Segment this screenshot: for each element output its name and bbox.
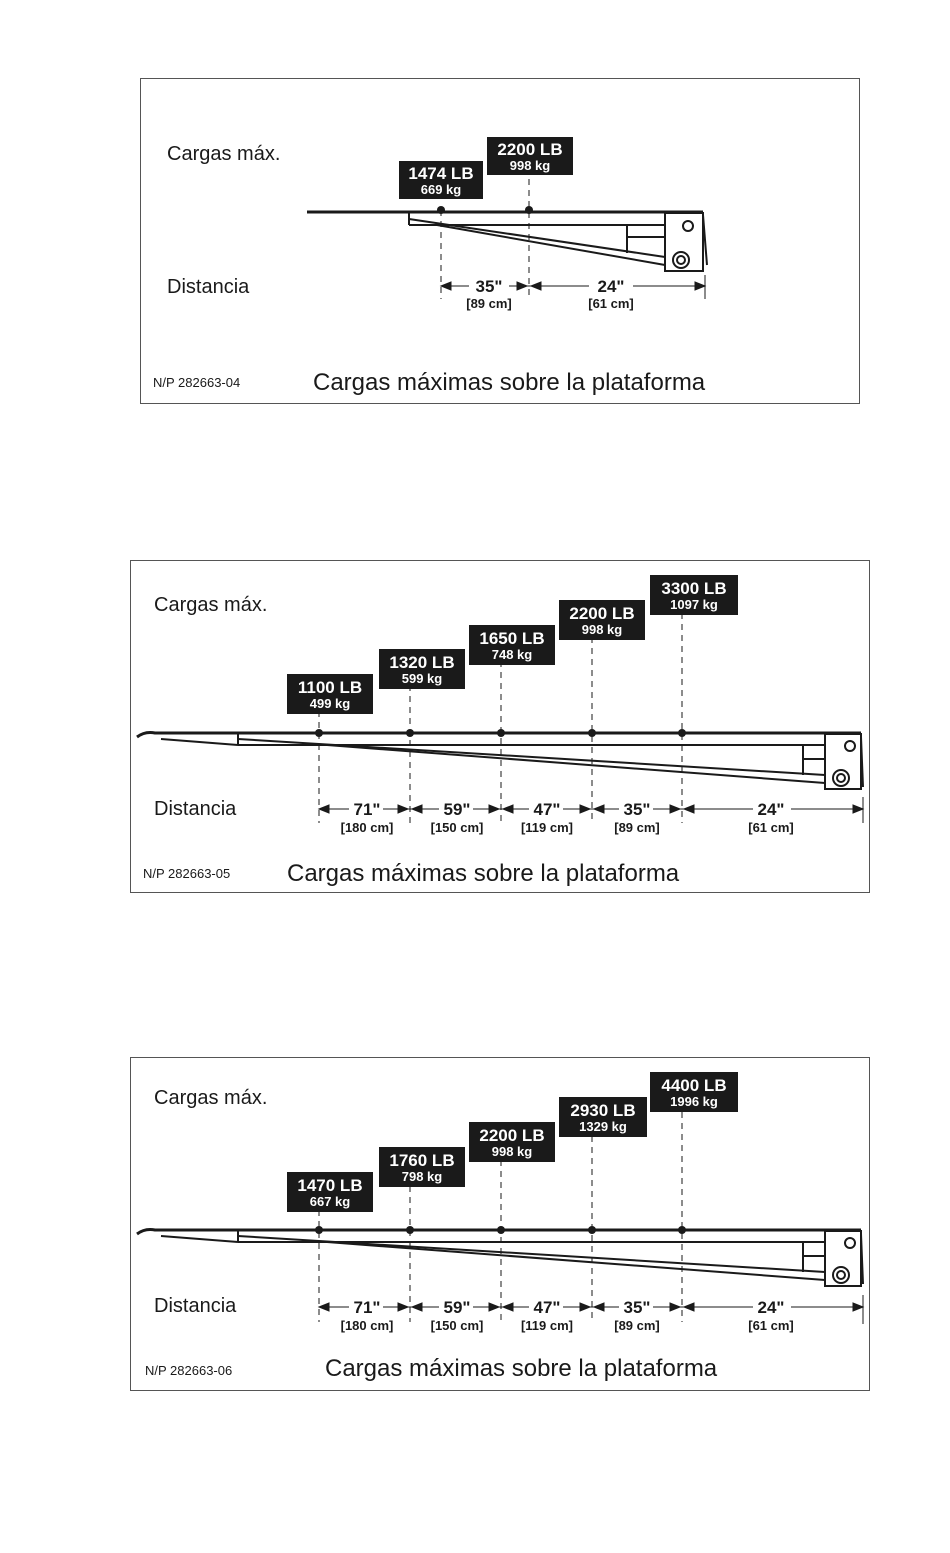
distance-cm: [61 cm] — [748, 1318, 794, 1333]
distance-cm: [180 cm] — [340, 820, 394, 835]
load-badge-3 — [469, 1122, 555, 1162]
load-point-1 — [315, 729, 323, 737]
distance-in: 35" — [623, 1298, 651, 1317]
load-point-4 — [588, 1226, 596, 1234]
load-kg: 1097 kg — [670, 597, 718, 612]
load-kg: 998 kg — [491, 1144, 533, 1159]
distance-in: 35" — [623, 800, 651, 819]
load-point-1 — [315, 1226, 323, 1234]
load-lb: 2200 LB — [497, 140, 563, 159]
load-decal-05 — [130, 560, 870, 893]
load-kg: 669 kg — [420, 182, 462, 197]
max-loads-label: Cargas máx. — [154, 1087, 268, 1109]
load-diagram-05 — [131, 561, 871, 894]
distance-in: 59" — [443, 1298, 471, 1317]
load-lb: 1470 LB — [297, 1176, 363, 1195]
load-point-5 — [678, 729, 686, 737]
load-lb: 2200 LB — [479, 1126, 545, 1145]
max-loads-label: Cargas máx. — [167, 143, 281, 165]
load-lb: 1760 LB — [389, 1151, 455, 1170]
distance-label: Distancia — [167, 276, 250, 298]
load-badge-1 — [399, 161, 483, 199]
fork-tine-drawing — [137, 1230, 863, 1287]
load-kg: 798 kg — [401, 1169, 443, 1184]
load-point-3 — [497, 729, 505, 737]
load-diagram-04 — [141, 79, 861, 405]
load-diagram-06 — [131, 1058, 871, 1392]
load-lb: 1650 LB — [479, 629, 545, 648]
load-badge-5 — [650, 575, 738, 615]
load-badge-1 — [287, 1172, 373, 1212]
distance-cm: [180 cm] — [340, 1318, 394, 1333]
distance-cm: [150 cm] — [430, 820, 484, 835]
load-lb: 1100 LB — [297, 678, 363, 697]
max-loads-label: Cargas máx. — [154, 594, 268, 616]
distance-cm: [89 cm] — [466, 296, 512, 311]
decal-title: Cargas máximas sobre la plataforma — [313, 369, 706, 396]
distance-cm: [89 cm] — [614, 820, 660, 835]
load-point-4 — [588, 729, 596, 737]
part-number: N/P 282663-06 — [145, 1363, 233, 1378]
distance-label: Distancia — [154, 798, 237, 820]
decal-title: Cargas máximas sobre la plataforma — [287, 860, 680, 887]
load-badge-5 — [650, 1072, 738, 1112]
load-decal-06 — [130, 1057, 870, 1391]
load-lb: 3300 LB — [661, 579, 727, 598]
load-badge-4 — [559, 600, 645, 640]
distance-in: 71" — [353, 800, 381, 819]
load-kg: 499 kg — [309, 696, 351, 711]
load-lb: 1320 LB — [389, 653, 455, 672]
load-badge-2 — [379, 649, 465, 689]
distance-cm: [61 cm] — [748, 820, 794, 835]
load-badge-1 — [287, 674, 373, 714]
decal-title: Cargas máximas sobre la plataforma — [325, 1355, 718, 1382]
distance-cm: [119 cm] — [520, 820, 574, 835]
load-badge-2 — [487, 137, 573, 175]
distance-cm: [61 cm] — [588, 296, 634, 311]
distance-in: 35" — [475, 277, 503, 296]
distance-in: 24" — [597, 277, 625, 296]
load-decal-04 — [140, 78, 860, 404]
distance-cm: [119 cm] — [520, 1318, 574, 1333]
load-kg: 748 kg — [491, 647, 533, 662]
load-lb: 1474 LB — [408, 164, 474, 183]
load-kg: 998 kg — [509, 158, 551, 173]
distance-cm: [150 cm] — [430, 1318, 484, 1333]
load-point-2 — [406, 1226, 414, 1234]
load-kg: 1996 kg — [670, 1094, 718, 1109]
load-badge-3 — [469, 625, 555, 665]
distance-in: 47" — [533, 800, 561, 819]
distance-in: 47" — [533, 1298, 561, 1317]
distance-in: 24" — [757, 1298, 785, 1317]
fork-tine-drawing — [307, 212, 707, 271]
distance-in: 59" — [443, 800, 471, 819]
load-kg: 1329 kg — [579, 1119, 627, 1134]
load-point-3 — [497, 1226, 505, 1234]
load-point-2 — [406, 729, 414, 737]
part-number: N/P 282663-04 — [153, 375, 241, 390]
fork-tine-drawing — [137, 733, 863, 790]
distance-cm: [89 cm] — [614, 1318, 660, 1333]
distance-in: 24" — [757, 800, 785, 819]
load-badge-2 — [379, 1147, 465, 1187]
load-point-5 — [678, 1226, 686, 1234]
load-point-1 — [437, 206, 445, 214]
load-badge-4 — [559, 1097, 647, 1137]
distance-label: Distancia — [154, 1295, 237, 1317]
load-point-2 — [525, 206, 533, 214]
load-lb: 4400 LB — [661, 1076, 727, 1095]
distance-in: 71" — [353, 1298, 381, 1317]
load-lb: 2930 LB — [570, 1101, 636, 1120]
load-kg: 599 kg — [401, 671, 443, 686]
load-kg: 667 kg — [309, 1194, 351, 1209]
part-number: N/P 282663-05 — [143, 866, 231, 881]
load-kg: 998 kg — [581, 622, 623, 637]
load-lb: 2200 LB — [569, 604, 635, 623]
